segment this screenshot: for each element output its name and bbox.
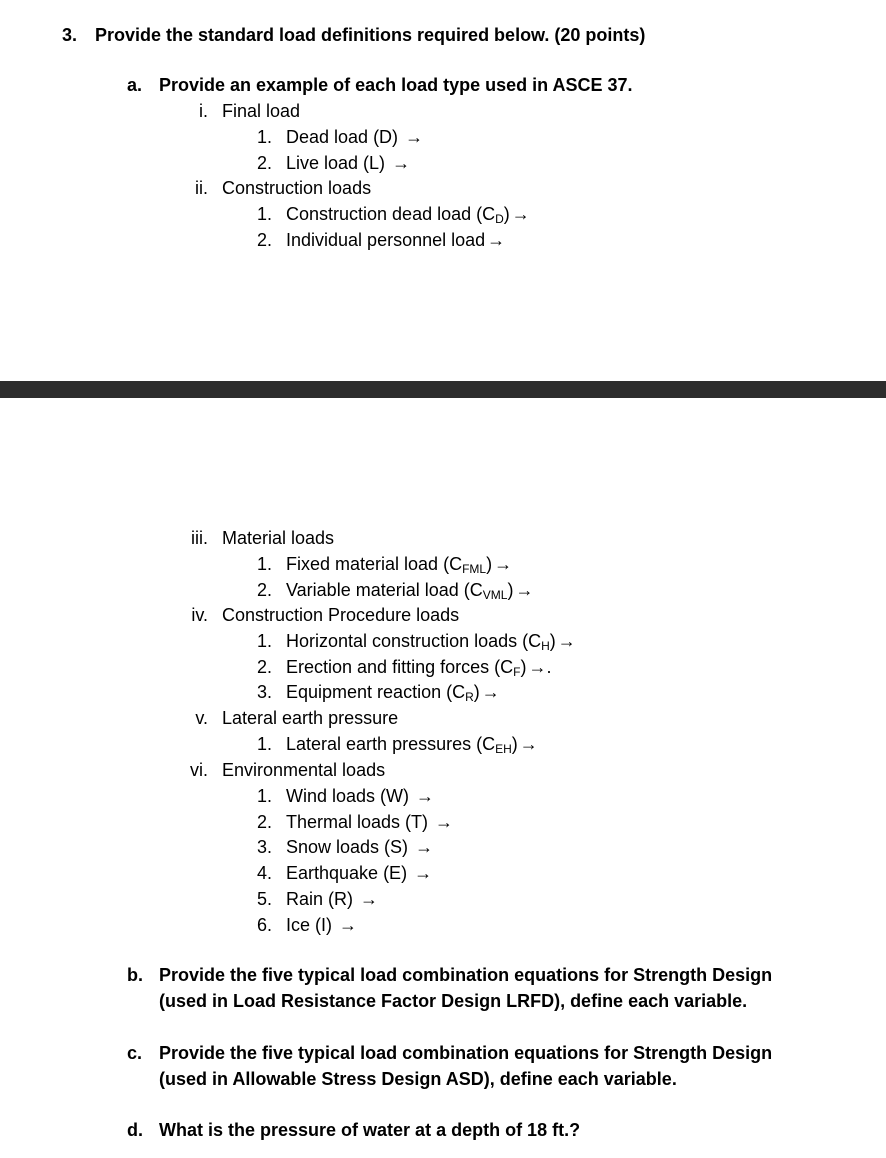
group-label: Construction Procedure loads <box>222 605 460 625</box>
part-c-line-1: Provide the five typical load combination equations for Strength Design <box>159 1043 773 1063</box>
group-label: Final load <box>222 101 301 121</box>
item-text: Equipment reaction (C <box>286 682 466 702</box>
arrow-icon: → <box>414 863 433 883</box>
item-line <box>286 630 576 652</box>
item-subscript: D <box>495 212 504 226</box>
arrow-icon: → <box>481 682 500 702</box>
item-line <box>286 126 423 148</box>
item-subscript: EH <box>495 742 512 756</box>
item-line <box>286 811 453 833</box>
arrow-icon: → <box>405 127 424 147</box>
item-text: Snow loads (S) <box>286 837 409 857</box>
part-b-line-2: (used in Load Resistance Factor Design LRFD), define each variable. <box>159 991 748 1011</box>
item-line <box>286 862 432 884</box>
part-c-line-2: (used in Allowable Stress Design ASD), define each variable. <box>159 1069 677 1089</box>
group-marker: vi. <box>190 760 208 780</box>
arrow-icon: → <box>392 153 411 173</box>
item-subscript: R <box>465 690 474 704</box>
item-text: Individual personnel load <box>286 230 486 250</box>
arrow-icon: → <box>515 580 534 600</box>
item-number: 1. <box>256 786 272 806</box>
arrow-icon: → <box>416 786 435 806</box>
item-number: 3. <box>256 837 272 857</box>
item-number: 1. <box>256 127 272 147</box>
item-number: 1. <box>256 631 272 651</box>
item-subscript: FML <box>462 562 487 576</box>
item-text: Variable material load (C <box>286 580 483 600</box>
item-line <box>286 553 512 575</box>
item-text: Lateral earth pressures (C <box>286 734 496 754</box>
arrow-icon: → <box>435 812 454 832</box>
item-number: 2. <box>256 230 272 250</box>
part-d-line-1: What is the pressure of water at a depth of 18 ft.? <box>159 1120 581 1140</box>
arrow-icon: → <box>519 734 538 754</box>
item-line <box>286 914 357 936</box>
item-number: 4. <box>256 863 272 883</box>
arrow-icon: → <box>557 631 576 651</box>
item-text: Horizontal construction loads (C <box>286 631 542 651</box>
group-label: Lateral earth pressure <box>222 708 399 728</box>
part-d-marker: d. <box>127 1120 143 1140</box>
item-text: Ice (I) <box>286 915 333 935</box>
item-text: Live load (L) <box>286 153 386 173</box>
part-b-line-1: Provide the five typical load combination equations for Strength Design <box>159 965 773 985</box>
part-c-marker: c. <box>127 1043 143 1063</box>
group-marker: v. <box>195 708 208 728</box>
item-number: 1. <box>256 734 272 754</box>
part-b-marker: b. <box>127 965 143 985</box>
item-text: Earthquake (E) <box>286 863 408 883</box>
group-marker: i. <box>199 101 208 121</box>
item-text: Thermal loads (T) <box>286 812 429 832</box>
arrow-icon: → <box>415 837 434 857</box>
item-text: Dead load (D) <box>286 127 399 147</box>
item-text: Erection and fitting forces (C <box>286 657 514 677</box>
item-line <box>286 656 551 678</box>
item-after: . <box>546 657 552 677</box>
item-line <box>286 681 500 703</box>
item-subscript: F <box>513 665 521 679</box>
item-number: 1. <box>256 554 272 574</box>
item-line <box>286 888 378 910</box>
item-text: Rain (R) <box>286 889 354 909</box>
item-close: ) <box>549 631 556 651</box>
item-line <box>286 203 530 225</box>
item-subscript: H <box>541 639 550 653</box>
item-text: Fixed material load (C <box>286 554 463 574</box>
group-label: Construction loads <box>222 178 372 198</box>
item-line <box>286 836 433 858</box>
item-close: ) <box>486 554 493 574</box>
arrow-icon: → <box>528 657 547 677</box>
group-marker: iii. <box>191 528 208 548</box>
item-close: ) <box>507 580 514 600</box>
item-line <box>286 733 538 755</box>
question-number: 3. <box>62 25 78 45</box>
item-line <box>286 229 505 251</box>
item-close: ) <box>511 734 518 754</box>
question-title: Provide the standard load definitions required below. (20 points) <box>95 25 646 45</box>
item-close: ) <box>503 204 510 224</box>
item-subscript: VML <box>482 588 508 602</box>
item-line <box>286 579 533 601</box>
item-number: 2. <box>256 153 272 173</box>
arrow-icon: → <box>339 915 358 935</box>
arrow-icon: → <box>494 554 513 574</box>
item-number: 5. <box>256 889 272 909</box>
part-a-title: Provide an example of each load type used in ASCE 37. <box>159 75 633 95</box>
item-line <box>286 152 410 174</box>
item-text: Wind loads (W) <box>286 786 410 806</box>
group-label: Environmental loads <box>222 760 386 780</box>
group-marker: ii. <box>195 178 208 198</box>
item-number: 2. <box>256 580 272 600</box>
item-number: 3. <box>256 682 272 702</box>
item-number: 6. <box>256 915 272 935</box>
part-a-marker: a. <box>127 75 143 95</box>
arrow-icon: → <box>360 889 379 909</box>
item-number: 1. <box>256 204 272 224</box>
item-line <box>286 785 434 807</box>
item-close: ) <box>520 657 527 677</box>
group-label: Material loads <box>222 528 335 548</box>
group-marker: iv. <box>191 605 208 625</box>
arrow-icon: → <box>511 204 530 224</box>
item-text: Construction dead load (C <box>286 204 496 224</box>
page-divider <box>0 381 886 398</box>
item-number: 2. <box>256 812 272 832</box>
item-number: 2. <box>256 657 272 677</box>
arrow-icon: → <box>487 230 506 250</box>
item-close: ) <box>473 682 480 702</box>
